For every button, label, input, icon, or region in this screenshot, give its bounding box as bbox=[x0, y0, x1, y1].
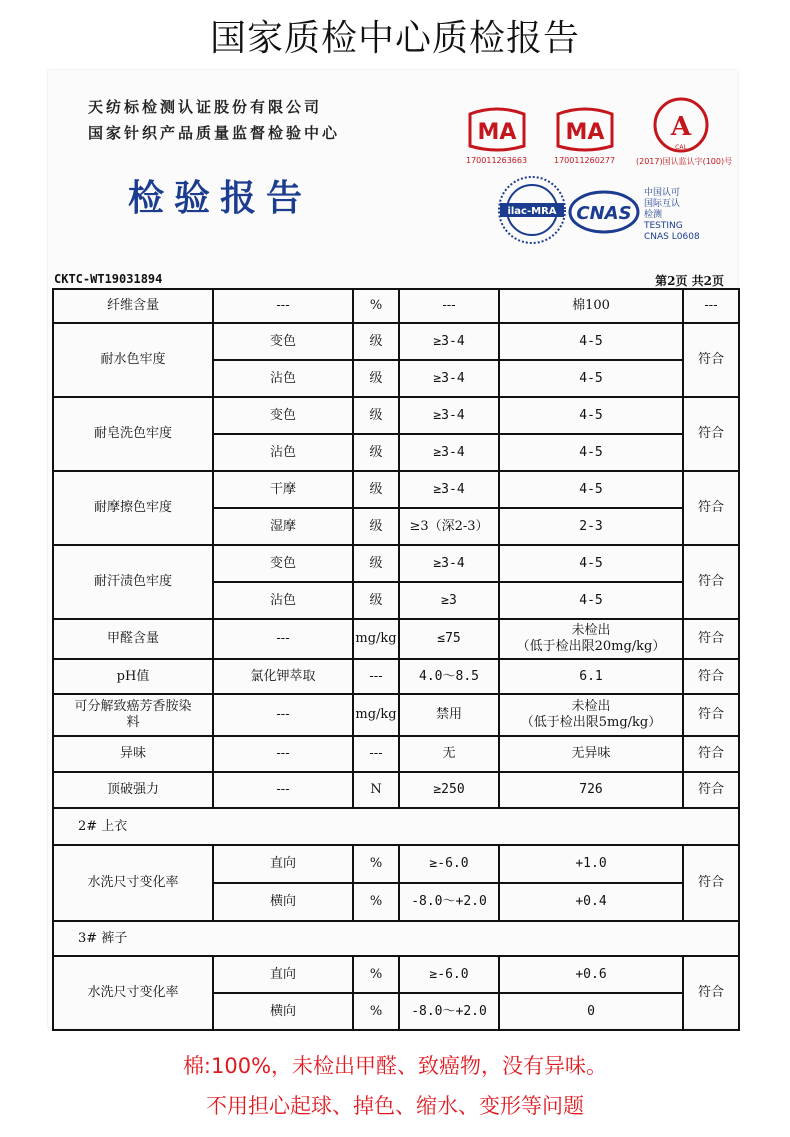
cal-stamp-label: CAL bbox=[675, 144, 687, 151]
table-row: 沾色 级 ≥3-4 4-5 bbox=[53, 434, 739, 471]
report-title: 检验报告 bbox=[128, 177, 313, 219]
org-name-2: 国家针织产品质量监督检验中心 bbox=[88, 124, 341, 142]
ma-stamp-code: 170011260277 bbox=[554, 156, 616, 165]
table-row: 水洗尺寸变化率 直向 % ≥-6.0 +1.0 符合 bbox=[53, 845, 739, 883]
table-row: 可分解致癌芳香胺染 料 --- mg/kg 禁用 未检出 （低于检出限5mg/kg） 符合 bbox=[53, 694, 739, 736]
table-row: 沾色 级 ≥3-4 4-5 bbox=[53, 360, 739, 397]
ma-stamp-label: MA bbox=[477, 120, 517, 145]
report-number: CKTC-WT19031894 bbox=[54, 272, 163, 286]
table-row: 耐汗渍色牢度 变色 级 ≥3-4 4-5 符合 bbox=[53, 545, 739, 582]
ilac-mra-label: ilac-MRA bbox=[507, 206, 557, 217]
cnas-info: 中国认可 国际互认 检测 TESTING CNAS L0608 bbox=[644, 188, 700, 242]
ma-stamp-code: 170011263663 bbox=[466, 156, 528, 165]
ma-stamp-label: MA bbox=[565, 120, 605, 145]
cal-stamp-icon bbox=[648, 94, 714, 156]
cal-stamp-code: (2017)国认监认字(100)号 bbox=[636, 157, 733, 166]
table-row: 水洗尺寸变化率 直向 % ≥-6.0 +0.6 符合 bbox=[53, 956, 739, 993]
table-row: 甲醛含量 --- mg/kg ≤75 未检出 （低于检出限20mg/kg） 符合 bbox=[53, 619, 739, 659]
report-table bbox=[52, 288, 740, 1031]
table-row: 异味 --- --- 无 无异味 符合 bbox=[53, 736, 739, 772]
caption-line-2: 不用担心起球、掉色、缩水、变形等问题 bbox=[206, 1094, 584, 1118]
table-row: 沾色 级 ≥3 4-5 bbox=[53, 582, 739, 619]
page-number: 第2页 共2页 bbox=[655, 274, 724, 288]
table-row: 顶破强力 --- N ≥250 726 符合 bbox=[53, 772, 739, 808]
caption-line-1: 棉:100%，未检出甲醛、致癌物，没有异味。 bbox=[182, 1054, 608, 1078]
table-row: pH值 氯化钾萃取 --- 4.0～8.5 6.1 符合 bbox=[53, 659, 739, 694]
cnas-label: CNAS bbox=[576, 203, 632, 224]
table-row: 耐皂洗色牢度 变色 级 ≥3-4 4-5 符合 bbox=[53, 397, 739, 434]
svg-text:A: A bbox=[670, 112, 692, 142]
table-row: 纤维含量 --- % --- 棉100 --- bbox=[53, 289, 739, 323]
table-row: 横向 % -8.0～+2.0 +0.4 bbox=[53, 883, 739, 921]
ilac-mra-logo-icon bbox=[496, 174, 568, 246]
page-headline: 国家质检中心质检报告 bbox=[209, 18, 580, 59]
section-row: 2# 上衣 bbox=[53, 808, 739, 845]
table-row: 耐摩擦色牢度 干摩 级 ≥3-4 4-5 符合 bbox=[53, 471, 739, 508]
ma-stamp-icon bbox=[464, 106, 530, 154]
table-row: 湿摩 级 ≥3（深2-3） 2-3 bbox=[53, 508, 739, 545]
table-row: 横向 % -8.0～+2.0 0 bbox=[53, 993, 739, 1030]
table-row: 耐水色牢度 变色 级 ≥3-4 4-5 符合 bbox=[53, 323, 739, 360]
org-name-1: 天纺标检测认证股份有限公司 bbox=[88, 98, 323, 116]
section-row: 3# 裤子 bbox=[53, 921, 739, 956]
cnas-logo-icon bbox=[568, 188, 640, 236]
ma-stamp-icon bbox=[552, 106, 618, 154]
